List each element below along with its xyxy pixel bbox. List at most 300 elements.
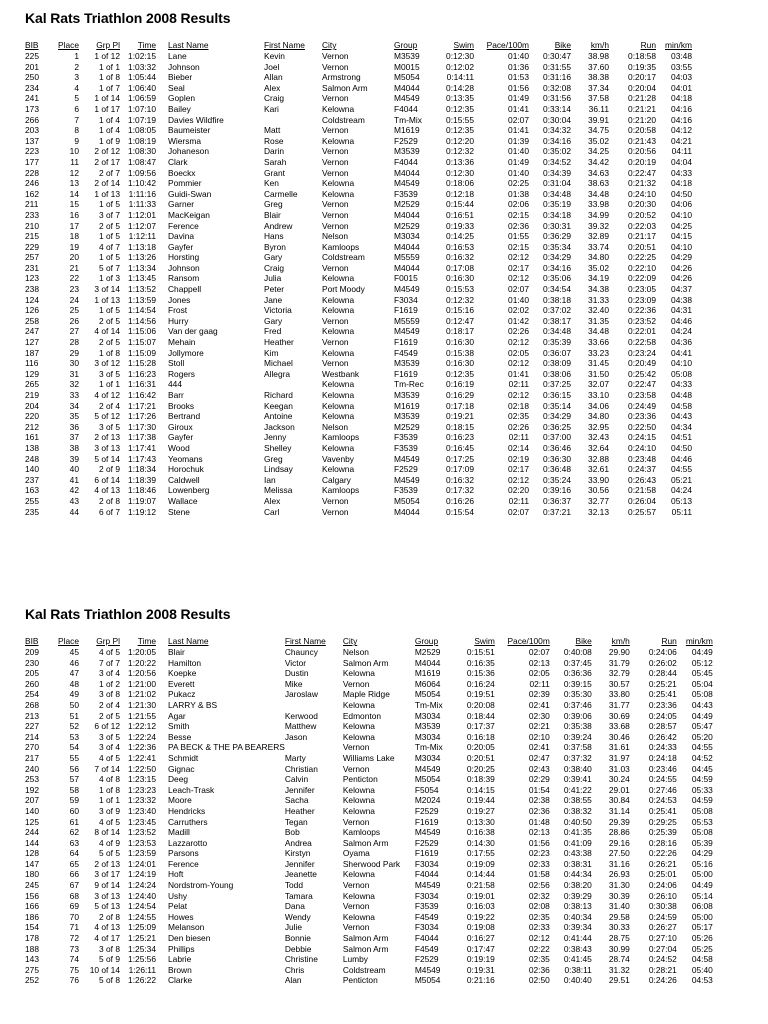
cell-city: Vernon xyxy=(322,199,349,210)
cell-bike-time: 0:41:09 xyxy=(563,837,592,848)
cell-swim-time: 0:15:53 xyxy=(446,284,474,295)
cell-city: Vernon xyxy=(322,209,349,220)
cell-bib: 219 xyxy=(25,390,39,400)
cell-time: 1:17:30 xyxy=(128,421,156,432)
cell-age-group: F1619 xyxy=(394,305,418,316)
cell-city: Penticton xyxy=(342,774,378,785)
cell-age-group: F3034 xyxy=(394,294,418,305)
table-row xyxy=(25,859,713,870)
cell-place: 21 xyxy=(69,262,79,273)
header-swim-time: Swim xyxy=(453,40,474,51)
cell-bike-speed: 30.69 xyxy=(608,710,630,721)
cell-age-group: M4549 xyxy=(394,93,420,104)
cell-last-name: Bertrand xyxy=(168,411,201,422)
cell-run-time: 0:26:04 xyxy=(628,495,656,506)
cell-bike-speed: 33.74 xyxy=(588,241,609,252)
cell-bike-time: 0:38:40 xyxy=(563,763,592,774)
cell-run-time: 0:21:28 xyxy=(628,93,656,104)
cell-bib: 230 xyxy=(25,657,39,668)
table-row xyxy=(25,316,692,327)
spacer xyxy=(156,933,168,944)
cell-city: Vavenby xyxy=(322,453,354,464)
cell-place: 30 xyxy=(69,358,79,369)
cell-city: Kelowna xyxy=(322,411,355,422)
table-row xyxy=(25,944,713,955)
cell-bike-time: 0:36:36 xyxy=(563,668,592,679)
cell-bike-time: 0:41:45 xyxy=(563,954,592,965)
cell-group-place: 3 of 7 xyxy=(99,209,120,220)
spacer xyxy=(156,358,168,369)
cell-group-place: 1 of 4 xyxy=(99,114,120,125)
cell-bib: 192 xyxy=(25,784,39,795)
cell-age-group: F2529 xyxy=(414,837,439,848)
cell-run-pace: 04:03 xyxy=(671,72,692,83)
cell-run-pace: 04:25 xyxy=(671,220,692,231)
cell-swim-pace: 01:49 xyxy=(508,93,529,104)
cell-time: 1:08:30 xyxy=(128,146,156,157)
table-row xyxy=(25,263,692,274)
cell-bib: 248 xyxy=(25,453,39,464)
table-row xyxy=(25,401,692,412)
cell-last-name: Labrie xyxy=(168,954,192,965)
table-row xyxy=(25,136,692,147)
cell-bike-speed: 30.84 xyxy=(608,795,630,806)
cell-last-name: Horsting xyxy=(168,252,200,263)
cell-swim-pace: 01:40 xyxy=(508,146,529,157)
cell-last-name: Guidi-Swan xyxy=(168,188,212,199)
cell-place: 53 xyxy=(69,731,79,742)
cell-bib: 235 xyxy=(25,506,39,517)
spacer xyxy=(156,316,168,327)
cell-swim-time: 0:16:45 xyxy=(446,442,474,453)
cell-age-group: M2529 xyxy=(414,647,441,657)
cell-run-pace: 05:25 xyxy=(691,943,713,954)
cell-bike-speed: 31.03 xyxy=(608,763,630,774)
cell-swim-time: 0:12:35 xyxy=(446,368,474,379)
cell-run-pace: 05:47 xyxy=(691,721,713,732)
cell-age-group: M3539 xyxy=(394,390,420,400)
cell-bike-speed: 33.98 xyxy=(588,199,609,210)
cell-swim-pace: 02:12 xyxy=(508,273,529,284)
cell-run-time: 0:21:43 xyxy=(628,135,656,146)
cell-bib: 240 xyxy=(25,763,39,774)
cell-run-time: 0:21:20 xyxy=(628,114,656,125)
table-row xyxy=(25,827,713,838)
cell-place: 7 xyxy=(74,114,79,125)
table-row xyxy=(25,753,713,764)
cell-last-name: Johnson xyxy=(168,61,200,72)
cell-last-name: Carruthers xyxy=(168,816,208,827)
cell-bib: 207 xyxy=(25,795,39,806)
cell-swim-time: 0:18:15 xyxy=(446,421,474,432)
cell-bike-time: 0:37:00 xyxy=(543,432,571,443)
cell-last-name: Bieber xyxy=(168,72,193,83)
cell-time: 1:05:44 xyxy=(128,72,156,83)
cell-last-name: Rogers xyxy=(168,368,195,379)
cell-bib: 123 xyxy=(25,273,39,284)
cell-first-name: Fred xyxy=(264,326,282,337)
cell-swim-time: 0:12:30 xyxy=(446,51,474,61)
cell-bike-time: 0:36:48 xyxy=(543,464,571,475)
cell-first-name: Matt xyxy=(264,125,281,136)
cell-swim-pace: 02:11 xyxy=(508,432,529,443)
cell-run-pace: 04:46 xyxy=(671,315,692,326)
cell-place: 6 xyxy=(74,103,79,114)
spacer xyxy=(156,168,168,179)
cell-bike-time: 0:34:16 xyxy=(543,262,571,273)
cell-swim-time: 0:16:53 xyxy=(446,241,474,252)
cell-run-time: 0:22:10 xyxy=(628,262,656,273)
cell-swim-pace: 02:35 xyxy=(528,954,550,965)
spacer xyxy=(156,679,168,690)
cell-bike-speed: 32.61 xyxy=(588,464,609,475)
cell-run-pace: 05:33 xyxy=(691,784,713,795)
cell-bike-time: 0:34:48 xyxy=(543,188,571,199)
cell-place: 43 xyxy=(69,495,79,506)
cell-bike-speed: 38.98 xyxy=(588,51,609,61)
cell-run-time: 0:24:59 xyxy=(648,911,677,922)
cell-first-name: Allegra xyxy=(264,368,291,379)
cell-bib: 163 xyxy=(25,485,39,496)
header-bib: BIB xyxy=(25,40,39,51)
cell-city: Vernon xyxy=(322,93,349,104)
cell-run-time: 0:24:37 xyxy=(628,464,656,475)
cell-bike-speed: 28.86 xyxy=(608,827,630,838)
header-last-name: Last Name xyxy=(168,636,209,647)
spacer xyxy=(156,901,168,912)
cell-swim-time: 0:20:08 xyxy=(466,699,495,710)
cell-city: Vernon xyxy=(322,506,349,517)
cell-last-name: Clarke xyxy=(168,975,193,986)
cell-last-name: Wallace xyxy=(168,495,198,506)
cell-age-group: M4549 xyxy=(394,474,420,485)
cell-swim-pace: 02:10 xyxy=(528,731,550,742)
cell-age-group: F5054 xyxy=(414,784,439,795)
cell-run-pace: 03:48 xyxy=(671,51,692,61)
cell-bib: 231 xyxy=(25,262,39,273)
spacer xyxy=(156,891,168,902)
cell-first-name: Kari xyxy=(264,103,279,114)
cell-bike-time: 0:39:06 xyxy=(563,710,592,721)
cell-age-group: M4044 xyxy=(394,506,420,517)
cell-bike-time: 0:36:29 xyxy=(543,231,571,242)
cell-bike-time: 0:36:25 xyxy=(543,421,571,432)
cell-last-name: Johaneson xyxy=(168,146,209,157)
cell-first-name xyxy=(264,115,322,126)
cell-run-time: 0:25:42 xyxy=(628,368,656,379)
cell-bike-speed: 32.40 xyxy=(588,305,609,316)
cell-run-pace: 04:50 xyxy=(671,188,692,199)
cell-city: Vernon xyxy=(322,125,349,136)
cell-run-time: 0:23:46 xyxy=(648,763,677,774)
spacer xyxy=(156,848,168,859)
cell-bike-time: 0:30:47 xyxy=(543,51,571,61)
cell-bib: 265 xyxy=(25,379,39,390)
cell-bib: 270 xyxy=(25,742,39,753)
cell-first-name: Julie xyxy=(284,922,303,933)
table-row xyxy=(25,496,692,507)
cell-run-time: 0:23:52 xyxy=(628,315,656,326)
cell-bike-time: 0:36:37 xyxy=(543,495,571,506)
cell-swim-pace: 02:12 xyxy=(508,358,529,369)
cell-time: 1:23:40 xyxy=(128,805,156,816)
cell-first-name: Gary xyxy=(264,315,283,326)
cell-run-pace: 04:52 xyxy=(691,752,713,763)
spacer xyxy=(156,912,168,923)
cell-bib: 233 xyxy=(25,209,39,220)
cell-group-place: 3 of 14 xyxy=(94,284,120,295)
cell-swim-time: 0:15:51 xyxy=(466,647,495,657)
spacer xyxy=(156,742,168,753)
cell-last-name: Besse xyxy=(168,731,192,742)
cell-first-name: Alex xyxy=(264,495,281,506)
cell-swim-pace: 02:33 xyxy=(528,922,550,933)
cell-time: 1:12:01 xyxy=(128,209,156,220)
cell-bike-time: 0:34:48 xyxy=(543,326,571,337)
cell-bike-speed: 28.74 xyxy=(608,954,630,965)
cell-place: 23 xyxy=(69,284,79,295)
cell-swim-time: 0:12:35 xyxy=(446,125,474,136)
cell-first-name: Bob xyxy=(284,827,300,838)
cell-bike-speed: 39.91 xyxy=(588,114,609,125)
cell-first-name xyxy=(285,742,343,753)
spacer xyxy=(156,944,168,955)
spacer xyxy=(156,305,168,316)
cell-bike-time: 0:35:19 xyxy=(543,199,571,210)
cell-bib: 137 xyxy=(25,135,39,146)
cell-age-group: M5054 xyxy=(394,495,420,506)
cell-run-pace: 04:45 xyxy=(691,763,713,774)
cell-run-pace: 05:04 xyxy=(691,678,713,689)
cell-bike-time: 0:31:16 xyxy=(543,72,571,83)
cell-swim-pace: 02:20 xyxy=(508,485,529,496)
table-row xyxy=(25,891,713,902)
cell-swim-pace: 02:12 xyxy=(528,933,550,944)
cell-run-pace: 04:18 xyxy=(671,178,692,189)
cell-first-name: Victor xyxy=(284,657,307,668)
cell-run-time: 0:20:19 xyxy=(628,156,656,167)
cell-group-place: 1 of 17 xyxy=(94,103,120,114)
cell-run-pace: 05:16 xyxy=(691,858,713,869)
cell-city: Kelowna xyxy=(322,400,355,411)
cell-time: 1:19:12 xyxy=(128,506,156,517)
cell-first-name: Wendy xyxy=(284,911,311,922)
cell-bib: 225 xyxy=(25,51,39,61)
cell-first-name: Kerwood xyxy=(284,710,318,721)
cell-swim-pace: 02:07 xyxy=(508,114,529,125)
cell-place: 68 xyxy=(69,890,79,901)
cell-city: Coldstream xyxy=(322,114,365,125)
cell-group-place: 5 of 12 xyxy=(94,411,120,422)
cell-bike-speed: 33.66 xyxy=(588,337,609,348)
cell-group-place: 4 of 5 xyxy=(99,816,120,827)
cell-last-name: Davina xyxy=(168,231,195,242)
cell-place: 54 xyxy=(69,742,79,753)
cell-last-name: Howes xyxy=(168,911,194,922)
cell-first-name: Tamara xyxy=(284,890,313,901)
cell-run-time: 0:28:57 xyxy=(648,721,677,732)
cell-bike-time: 0:37:32 xyxy=(563,752,592,763)
cell-swim-pace: 02:17 xyxy=(508,262,529,273)
cell-group-place: 5 of 9 xyxy=(99,954,120,965)
cell-time: 1:25:34 xyxy=(128,943,156,954)
table-row xyxy=(25,210,692,221)
table-row xyxy=(25,485,692,496)
cell-time: 1:13:18 xyxy=(128,241,156,252)
cell-bib: 161 xyxy=(25,432,39,443)
cell-city: Kelowna xyxy=(322,178,355,189)
cell-bike-speed: 34.80 xyxy=(588,411,609,422)
cell-group-place: 1 of 13 xyxy=(94,294,120,305)
cell-swim-time: 0:20:51 xyxy=(466,752,495,763)
cell-last-name: Deeg xyxy=(168,774,189,785)
cell-last-name: Madill xyxy=(168,827,190,838)
cell-group-place: 4 of 17 xyxy=(94,933,120,944)
spacer xyxy=(156,146,168,157)
cell-age-group: F4044 xyxy=(414,933,439,944)
cell-run-pace: 06:08 xyxy=(691,901,713,912)
cell-run-pace: 04:46 xyxy=(671,453,692,464)
cell-bib: 209 xyxy=(25,647,39,657)
cell-bike-speed: 34.25 xyxy=(588,146,609,157)
cell-run-time: 0:21:32 xyxy=(628,178,656,189)
cell-swim-pace: 02:41 xyxy=(528,742,550,753)
cell-swim-pace: 02:08 xyxy=(528,901,550,912)
cell-bib: 220 xyxy=(25,411,39,422)
cell-place: 28 xyxy=(69,337,79,348)
cell-swim-time: 0:12:47 xyxy=(446,315,474,326)
cell-first-name: Greg xyxy=(264,453,283,464)
header-bike-speed: km/h xyxy=(590,40,609,51)
cell-place: 18 xyxy=(69,231,79,242)
spacer xyxy=(156,454,168,465)
cell-time: 1:15:07 xyxy=(128,337,156,348)
cell-age-group: M4044 xyxy=(394,209,420,220)
cell-age-group: F4549 xyxy=(414,943,439,954)
cell-run-pace: 04:58 xyxy=(671,400,692,411)
spacer xyxy=(156,252,168,263)
cell-run-time: 0:24:06 xyxy=(648,647,677,657)
spacer xyxy=(156,411,168,422)
cell-swim-pace: 02:07 xyxy=(508,284,529,295)
cell-age-group: M4549 xyxy=(394,453,420,464)
table-row xyxy=(25,443,692,454)
cell-age-group: F1619 xyxy=(394,337,418,348)
cell-place: 36 xyxy=(69,421,79,432)
cell-bike-time: 0:39:34 xyxy=(563,922,592,933)
cell-age-group: M3539 xyxy=(394,146,420,157)
cell-swim-pace: 01:38 xyxy=(508,188,529,199)
cell-swim-time: 0:13:36 xyxy=(446,156,474,167)
cell-bike-time: 0:37:45 xyxy=(563,657,592,668)
cell-bib: 246 xyxy=(25,178,39,189)
cell-city: Vernon xyxy=(322,156,349,167)
cell-run-time: 0:26:42 xyxy=(648,731,677,742)
table-row xyxy=(25,785,713,796)
cell-place: 57 xyxy=(69,774,79,785)
cell-swim-time: 0:14:25 xyxy=(446,231,474,242)
table-row xyxy=(25,711,713,722)
cell-swim-pace: 02:36 xyxy=(528,964,550,975)
cell-run-pace: 05:13 xyxy=(671,495,692,506)
cell-city: Maple Ridge xyxy=(342,689,390,700)
cell-place: 55 xyxy=(69,752,79,763)
cell-bike-time: 0:36:46 xyxy=(543,442,571,453)
cell-group-place: 7 of 7 xyxy=(99,657,120,668)
cell-time: 1:25:56 xyxy=(128,954,156,965)
cell-place: 52 xyxy=(69,721,79,732)
cell-swim-time: 0:12:20 xyxy=(446,135,474,146)
cell-swim-pace: 01:49 xyxy=(508,156,529,167)
cell-place: 8 xyxy=(74,125,79,136)
cell-bib: 215 xyxy=(25,231,39,242)
cell-swim-pace: 02:36 xyxy=(528,805,550,816)
cell-city: Kelowna xyxy=(322,103,355,114)
cell-bike-speed: 32.95 xyxy=(588,421,609,432)
spacer xyxy=(156,496,168,507)
cell-first-name: Darin xyxy=(264,146,285,157)
cell-run-pace: 04:31 xyxy=(671,305,692,316)
cell-bike-time: 0:34:54 xyxy=(543,284,571,295)
cell-age-group: F2529 xyxy=(414,805,439,816)
cell-run-time: 0:22:01 xyxy=(628,326,656,337)
cell-last-name: Lowenberg xyxy=(168,485,210,496)
cell-swim-time: 0:19:31 xyxy=(466,964,495,975)
cell-run-pace: 04:53 xyxy=(691,975,713,986)
cell-bike-time: 0:30:31 xyxy=(543,220,571,231)
table-row xyxy=(25,221,692,232)
header-row xyxy=(25,40,692,51)
cell-run-time: 0:20:52 xyxy=(628,209,656,220)
cell-swim-time: 0:16:24 xyxy=(466,678,495,689)
table-row xyxy=(25,774,713,785)
cell-bib: 223 xyxy=(25,146,39,157)
cell-bike-speed: 28.75 xyxy=(608,933,630,944)
cell-bike-time: 0:38:20 xyxy=(563,880,592,891)
cell-time: 1:12:07 xyxy=(128,220,156,231)
cell-place: 15 xyxy=(69,199,79,210)
cell-swim-pace: 02:22 xyxy=(528,943,550,954)
cell-place: 75 xyxy=(69,964,79,975)
cell-swim-time: 0:17:32 xyxy=(446,485,474,496)
cell-first-name: Alan xyxy=(284,975,302,986)
cell-swim-pace: 01:40 xyxy=(508,294,529,305)
cell-bike-speed: 33.10 xyxy=(588,390,609,400)
cell-age-group: M5054 xyxy=(414,689,441,700)
cell-swim-time: 0:21:16 xyxy=(466,975,495,986)
cell-last-name: Wood xyxy=(168,442,190,453)
cell-bike-time: 0:38:06 xyxy=(543,368,571,379)
cell-group-place: 3 of 12 xyxy=(94,358,120,369)
header-bib: BIB xyxy=(25,636,39,647)
cell-city: Vernon xyxy=(342,742,370,753)
cell-time: 1:03:32 xyxy=(128,61,156,72)
cell-city: Vernon xyxy=(342,678,370,689)
cell-swim-pace: 02:50 xyxy=(528,975,550,986)
cell-last-name: Koepke xyxy=(168,668,197,679)
cell-last-name: Jones xyxy=(168,294,191,305)
table-row xyxy=(25,507,692,518)
cell-time: 1:24:54 xyxy=(128,901,156,912)
results-table xyxy=(25,40,692,517)
cell-swim-pace: 02:21 xyxy=(528,721,550,732)
cell-bike-speed: 38.38 xyxy=(588,72,609,83)
cell-swim-time: 0:19:51 xyxy=(466,689,495,700)
cell-group-place: 3 of 13 xyxy=(94,442,120,453)
cell-city: Sherwood Park xyxy=(342,858,401,869)
cell-bike-speed: 30.33 xyxy=(608,922,630,933)
cell-city: Kelowna xyxy=(322,442,355,453)
